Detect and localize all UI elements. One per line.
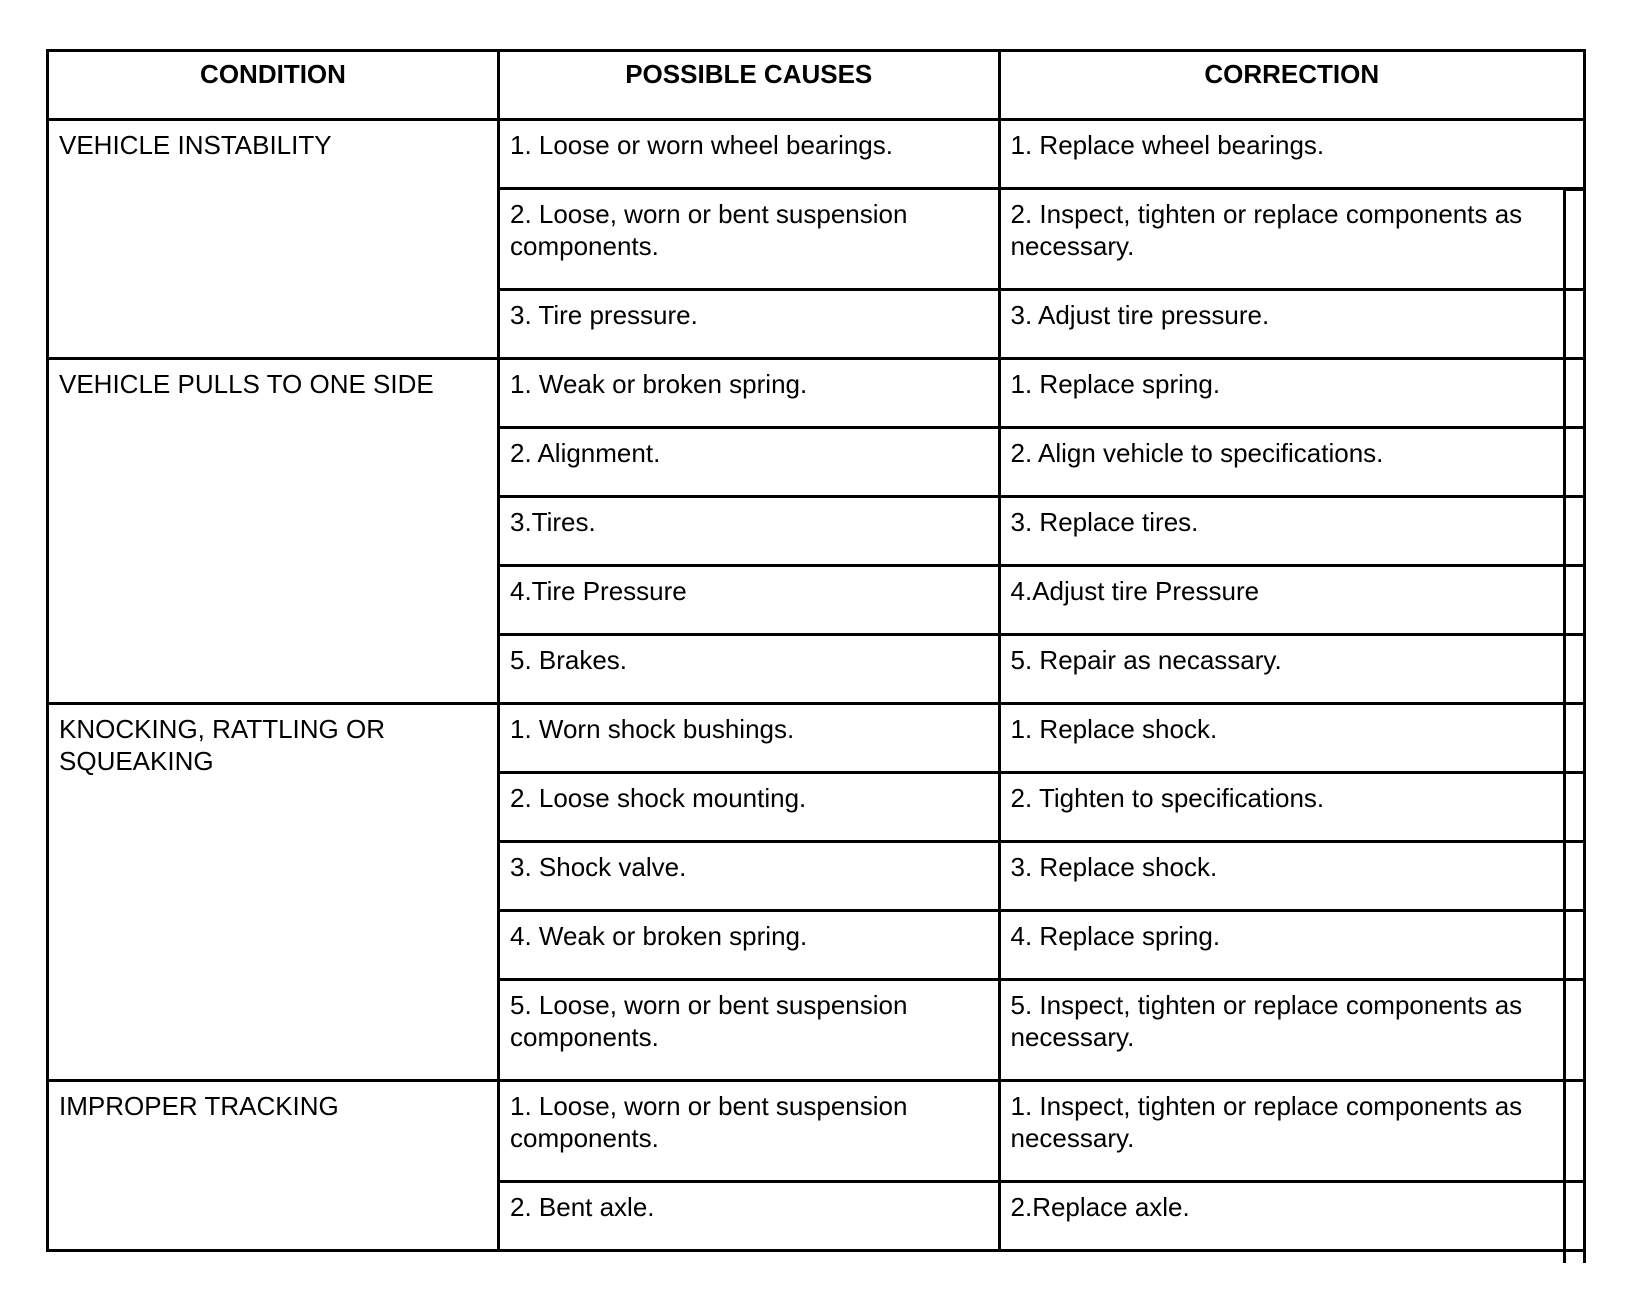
correction-cell: 3. Replace tires. (999, 497, 1584, 566)
correction-cell: 2. Tighten to specifications. (999, 773, 1584, 842)
cause-cell: 2. Loose, worn or bent suspension components. (498, 189, 999, 290)
correction-cell: 5. Inspect, tighten or replace components as necessary. (999, 980, 1584, 1081)
cause-cell: 2. Loose shock mounting. (498, 773, 999, 842)
header-possible-causes: POSSIBLE CAUSES (498, 51, 999, 120)
correction-cell: 1. Replace spring. (999, 359, 1584, 428)
diagnosis-table (46, 49, 1586, 1252)
header-correction: CORRECTION (999, 51, 1584, 120)
correction-cell: 5. Repair as necassary. (999, 635, 1584, 704)
cause-cell: 3. Shock valve. (498, 842, 999, 911)
cause-cell: 1. Loose, worn or bent suspension components. (498, 1081, 999, 1182)
correction-cell: 3. Adjust tire pressure. (999, 290, 1584, 359)
cause-cell: 1. Weak or broken spring. (498, 359, 999, 428)
cause-cell: 3. Tire pressure. (498, 290, 999, 359)
condition-cell: KNOCKING, RATTLING OR SQUEAKING (48, 704, 499, 1081)
table-row (48, 359, 1585, 428)
cause-cell: 2. Alignment. (498, 428, 999, 497)
correction-cell: 2.Replace axle. (999, 1182, 1584, 1251)
header-condition: CONDITION (48, 51, 499, 120)
correction-cell: 4.Adjust tire Pressure (999, 566, 1584, 635)
cause-cell: 1. Worn shock bushings. (498, 704, 999, 773)
cause-cell: 4. Weak or broken spring. (498, 911, 999, 980)
cause-cell: 5. Brakes. (498, 635, 999, 704)
cause-cell: 5. Loose, worn or bent suspension components. (498, 980, 999, 1081)
condition-cell: VEHICLE PULLS TO ONE SIDE (48, 359, 499, 704)
correction-cell: 3. Replace shock. (999, 842, 1584, 911)
correction-cell: 4. Replace spring. (999, 911, 1584, 980)
condition-cell: VEHICLE INSTABILITY (48, 120, 499, 359)
correction-cell: 2. Align vehicle to specifications. (999, 428, 1584, 497)
correction-cell: 2. Inspect, tighten or replace components as necessary. (999, 189, 1584, 290)
correction-cell: 1. Replace shock. (999, 704, 1584, 773)
table-row (48, 1081, 1585, 1182)
condition-cell: IMPROPER TRACKING (48, 1081, 499, 1251)
cause-cell: 3.Tires. (498, 497, 999, 566)
correction-cell: 1. Inspect, tighten or replace components as necessary. (999, 1081, 1584, 1182)
table-row (48, 120, 1585, 189)
cause-cell: 2. Bent axle. (498, 1182, 999, 1251)
header-row (48, 51, 1585, 120)
table-row (48, 704, 1585, 773)
cause-cell: 4.Tire Pressure (498, 566, 999, 635)
cause-cell: 1. Loose or worn wheel bearings. (498, 120, 999, 189)
correction-cell: 1. Replace wheel bearings. (999, 120, 1584, 189)
